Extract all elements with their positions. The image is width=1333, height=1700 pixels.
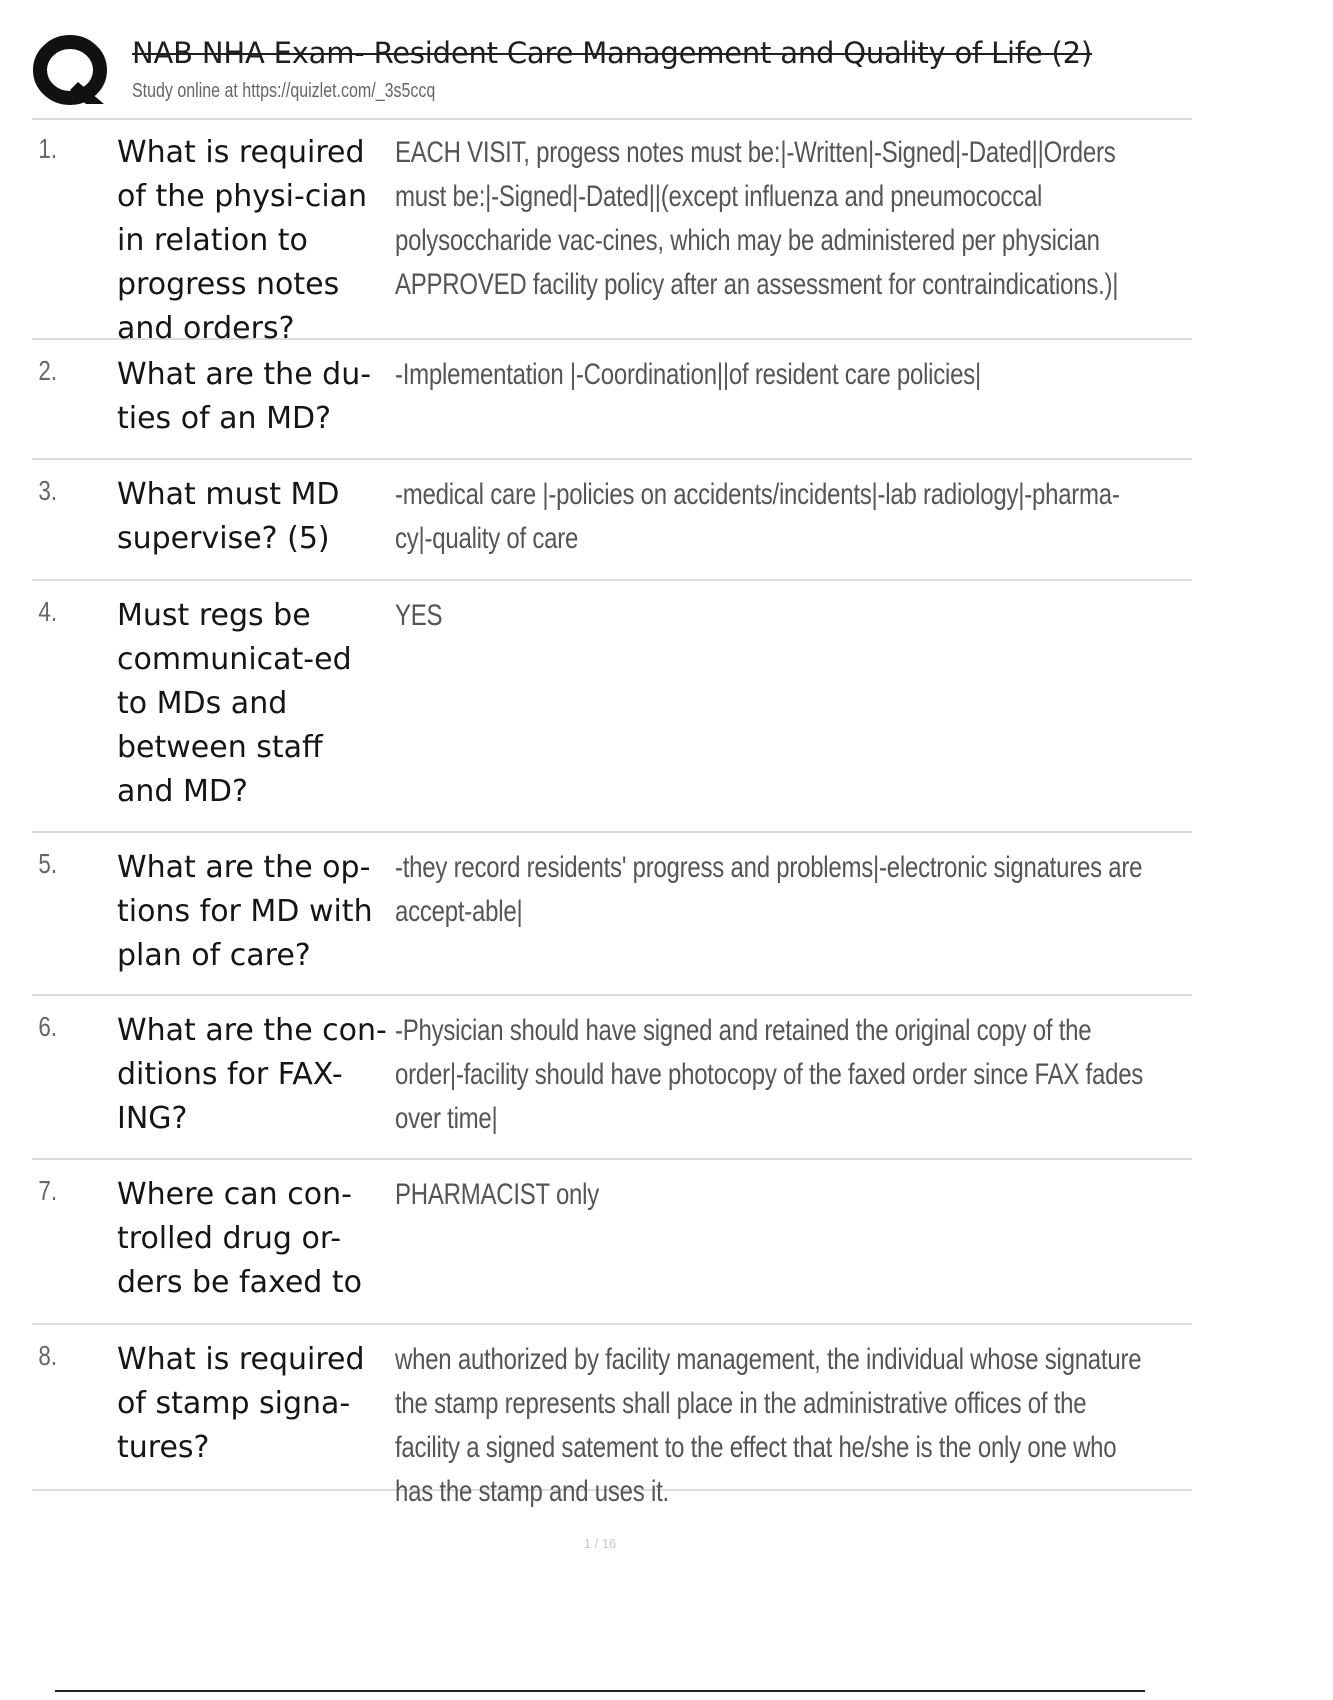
page-indicator: 1 / 16: [583, 1536, 617, 1551]
card-number: 8.: [38, 1340, 58, 1371]
card-term: What is required of stamp signa-tures?: [117, 1342, 365, 1465]
card-definition: -medical care |-policies on accidents/incidents|-lab radiology|-pharma-cy|-quality of care: [395, 478, 1120, 555]
quizlet-q-logo-icon: [32, 32, 112, 112]
flashcard-row: [32, 996, 1192, 1160]
card-definition: -Implementation |-Coordination||of resident care policies|: [395, 358, 981, 391]
card-number: 3.: [38, 475, 58, 506]
flashcard-list: [32, 118, 1192, 1508]
flashcard-row: [32, 833, 1192, 996]
card-definition: when authorized by facility management, the individual whose signature the stamp represents shall place in the administrative offices of the facility a signed satement to the effect that he/she is the only one who has the stamp and uses it.: [395, 1343, 1142, 1508]
study-online-link[interactable]: Study online at https://quizlet.com/_3s5ccq: [132, 80, 436, 102]
card-number: 6.: [38, 1011, 58, 1042]
page-header: [32, 28, 1192, 120]
flashcard-row: [32, 118, 1192, 346]
card-term: What are the op-tions for MD with plan of care?: [117, 850, 373, 973]
flashcard-row: [32, 460, 1192, 581]
card-definition: EACH VISIT, progess notes must be:|-Written|-Signed|-Dated||Orders must be:|-Signed|-Dated||(except influenza and pneumococcal polysoccharide vac-cines, which may be administered per physician APPROVED facility policy after an assessment for contraindications.)|: [395, 136, 1119, 301]
card-number: 1.: [38, 133, 58, 164]
flashcard-row: [32, 1325, 1192, 1508]
card-definition: -they record residents' progress and problems|-electronic signatures are accept-able|: [395, 851, 1143, 928]
flashcard-row: [32, 581, 1192, 833]
card-number: 5.: [38, 848, 58, 879]
card-term: What must MD supervise? (5): [117, 477, 340, 556]
flashcard-row: [32, 1160, 1192, 1325]
card-term: What are the con-ditions for FAX-ING?: [117, 1013, 387, 1136]
card-definition: -Physician should have signed and retained the original copy of the order|-facility should have photocopy of the faxed order since FAX fades over time|: [395, 1014, 1144, 1135]
card-term: Must regs be communicat-ed to MDs and between staff and MD?: [117, 598, 352, 809]
card-term: Where can con-trolled drug or-ders be faxed to: [117, 1177, 362, 1300]
card-number: 2.: [38, 355, 58, 386]
flashcard-row: [32, 340, 1192, 460]
card-definition: YES: [395, 599, 443, 632]
card-term: What is required of the physi-cian in relation to progress notes and orders?: [117, 135, 368, 346]
document-title: NAB NHA Exam- Resident Care Management and Quality of Life (2): [132, 36, 1093, 70]
card-term: What are the du-ties of an MD?: [117, 357, 372, 436]
bottom-divider: [55, 1690, 1145, 1692]
card-number: 7.: [38, 1175, 58, 1206]
card-number: 4.: [38, 596, 58, 627]
card-definition: PHARMACIST only: [395, 1178, 600, 1211]
